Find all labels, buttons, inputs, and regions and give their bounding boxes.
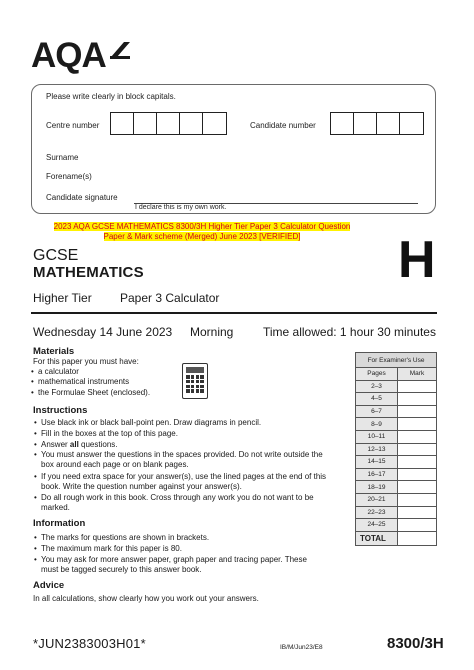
- candidate-number-label: Candidate number: [250, 121, 316, 130]
- barcode-text: *JUN2383003H01*: [33, 636, 146, 651]
- pages-cell: 2–3: [356, 380, 398, 393]
- examiner-use-table: [355, 352, 437, 546]
- mark-cell: [398, 468, 437, 481]
- mark-cell: [398, 456, 437, 469]
- declaration-text: I declare this is my own work.: [135, 204, 227, 211]
- highlighted-title: [31, 222, 373, 242]
- centre-digit-box[interactable]: [157, 113, 180, 134]
- instruction-item: • Fill in the boxes at the top of this page.: [34, 429, 178, 438]
- candidate-digit-box[interactable]: [354, 113, 377, 134]
- information-item: • You may ask for more answer paper, graph paper and tracing paper. These must be tagged securely to this answer book.: [34, 555, 307, 575]
- paper-code: 8300/3H: [387, 635, 444, 652]
- examiner-table-title: For Examiner's Use: [356, 353, 437, 368]
- pages-cell: 20–21: [356, 493, 398, 506]
- information-item: • The marks for questions are shown in brackets.: [34, 533, 210, 542]
- logo-text: AQA: [31, 36, 106, 75]
- information-item: • The maximum mark for this paper is 80.: [34, 544, 182, 553]
- advice-heading: Advice: [33, 580, 65, 591]
- mark-cell: [398, 493, 437, 506]
- subject-title: MATHEMATICS: [33, 264, 144, 281]
- pages-cell: 24–25: [356, 519, 398, 532]
- materials-item: • the Formulae Sheet (enclosed).: [31, 388, 151, 397]
- mark-cell: [398, 506, 437, 519]
- pages-cell: 14–15: [356, 456, 398, 469]
- signature-label: Candidate signature: [46, 193, 118, 202]
- tier-label: Higher Tier: [33, 291, 92, 305]
- instruction-item: • You must answer the questions in the spaces provided. Do not write outside the box around each page or on blank pages.: [34, 450, 323, 470]
- instruction-item: • Answer all questions.: [34, 440, 118, 449]
- pages-cell: 22–23: [356, 506, 398, 519]
- paper-reference: IB/M/Jun23/E8: [280, 644, 323, 651]
- aqa-logo: [31, 38, 132, 74]
- divider: [31, 312, 437, 314]
- qualification-label: GCSE: [33, 247, 79, 264]
- mark-cell: [398, 443, 437, 456]
- block-capitals-note: Please write clearly in block capitals.: [46, 92, 176, 101]
- pages-cell: 10–11: [356, 430, 398, 443]
- mark-cell: [398, 430, 437, 443]
- paper-label: Paper 3 Calculator: [120, 291, 220, 305]
- quill-icon: [108, 40, 132, 60]
- centre-digit-box[interactable]: [180, 113, 203, 134]
- centre-number-label: Centre number: [46, 121, 100, 130]
- total-mark-cell: [398, 531, 437, 545]
- materials-item: • a calculator: [31, 367, 79, 376]
- pages-cell: 16–17: [356, 468, 398, 481]
- pages-cell: 8–9: [356, 418, 398, 431]
- mark-cell: [398, 405, 437, 418]
- mark-cell: [398, 393, 437, 406]
- centre-digit-box[interactable]: [111, 113, 134, 134]
- highlighted-title-line1: 2023 AQA GCSE MATHEMATICS 8300/3H Higher Tier Paper 3 Calculator Question: [53, 222, 351, 231]
- centre-digit-box[interactable]: [134, 113, 157, 134]
- pages-cell: 12–13: [356, 443, 398, 456]
- instructions-heading: Instructions: [33, 405, 88, 416]
- instruction-item: • Do all rough work in this book. Cross through any work you do not want to be marked.: [34, 493, 314, 513]
- forenames-label: Forename(s): [46, 172, 92, 181]
- mark-cell: [398, 481, 437, 494]
- tier-letter: H: [398, 231, 436, 289]
- instruction-item: • Use black ink or black ball-point pen. Draw diagrams in pencil.: [34, 418, 262, 427]
- candidate-digit-box[interactable]: [331, 113, 354, 134]
- materials-intro: For this paper you must have:: [33, 357, 139, 366]
- instruction-item: • If you need extra space for your answer(s), use the lined pages at the end of this book. Write the question number against your answer(s).: [34, 472, 327, 492]
- centre-number-boxes[interactable]: [110, 112, 227, 135]
- pages-column-header: Pages: [356, 368, 398, 381]
- materials-item: • mathematical instruments: [31, 377, 130, 386]
- mark-cell: [398, 418, 437, 431]
- advice-text: In all calculations, show clearly how you work out your answers.: [33, 594, 259, 603]
- calculator-icon: [182, 363, 208, 399]
- total-label: TOTAL: [356, 531, 398, 545]
- exam-session: Morning: [190, 325, 234, 339]
- pages-cell: 4–5: [356, 393, 398, 406]
- surname-label: Surname: [46, 153, 79, 162]
- candidate-digit-box[interactable]: [400, 113, 423, 134]
- candidate-details-box: [31, 84, 436, 214]
- information-heading: Information: [33, 518, 86, 529]
- centre-digit-box[interactable]: [203, 113, 226, 134]
- time-allowed: Time allowed: 1 hour 30 minutes: [263, 325, 436, 339]
- candidate-number-boxes[interactable]: [330, 112, 424, 135]
- exam-date: Wednesday 14 June 2023: [33, 325, 173, 339]
- mark-cell: [398, 519, 437, 532]
- materials-heading: Materials: [33, 346, 75, 357]
- pages-cell: 18–19: [356, 481, 398, 494]
- mark-column-header: Mark: [398, 368, 437, 381]
- candidate-digit-box[interactable]: [377, 113, 400, 134]
- highlighted-title-line2: Paper & Mark scheme (Merged) June 2023 [VERIFIED]: [103, 232, 301, 241]
- pages-cell: 6–7: [356, 405, 398, 418]
- mark-cell: [398, 380, 437, 393]
